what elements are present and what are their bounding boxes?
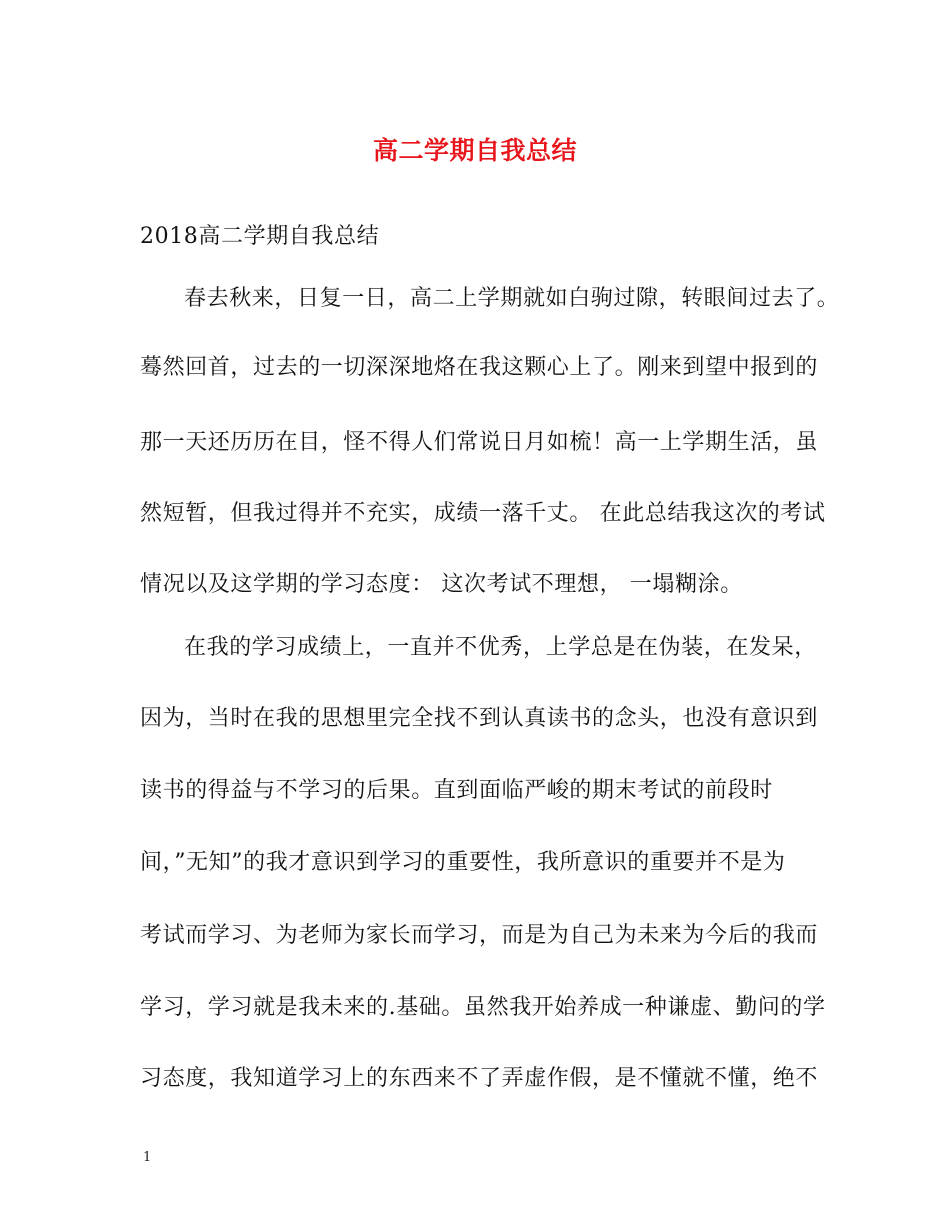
document-title: 高二学期自我总结 [372,136,577,165]
subtitle-line: 2018高二学期自我总结 [140,224,380,249]
paragraph-line: 春去秋来，日复一日，高二上学期就如白驹过隙，转眼间过去了。 [184,286,840,311]
paragraph-line: 间，”无知”的我才意识到学习的重要性，我所意识的重要并不是为 [140,850,786,875]
page-number: 1 [143,1150,152,1165]
paragraph-line: 那一天还历历在目，怪不得人们常说日月如梳！高一上学期生活，虽 [140,430,819,455]
paragraph-line: 情况以及这学期的学习态度： 这次考试不理想， 一塌糊涂。 [140,572,743,597]
paragraph-line: 蓦然回首，过去的一切深深地烙在我这颗心上了。刚来到望中报到的 [140,355,819,380]
paragraph-line: 然短暂，但我过得并不充实，成绩一落千丈。 在此总结我这次的考试 [140,501,826,526]
paragraph-line: 读书的得益与不学习的后果。直到面临严峻的期末考试的前段时 [140,778,773,803]
paragraph-line: 习态度，我知道学习上的东西来不了弄虚作假，是不懂就不懂，绝不 [140,1066,819,1091]
paragraph-line: 考试而学习、为老师为家长而学习，而是为自己为未来为今后的我而 [140,923,819,948]
paragraph-line: 在我的学习成绩上，一直并不优秀，上学总是在伪装，在发呆， [184,635,817,660]
paragraph-line: 因为，当时在我的思想里完全找不到认真读书的念头，也没有意识到 [140,706,819,731]
paragraph-line: 学习，学习就是我未来的.基础。虽然我开始养成一种谦虚、勤问的学 [140,995,826,1020]
